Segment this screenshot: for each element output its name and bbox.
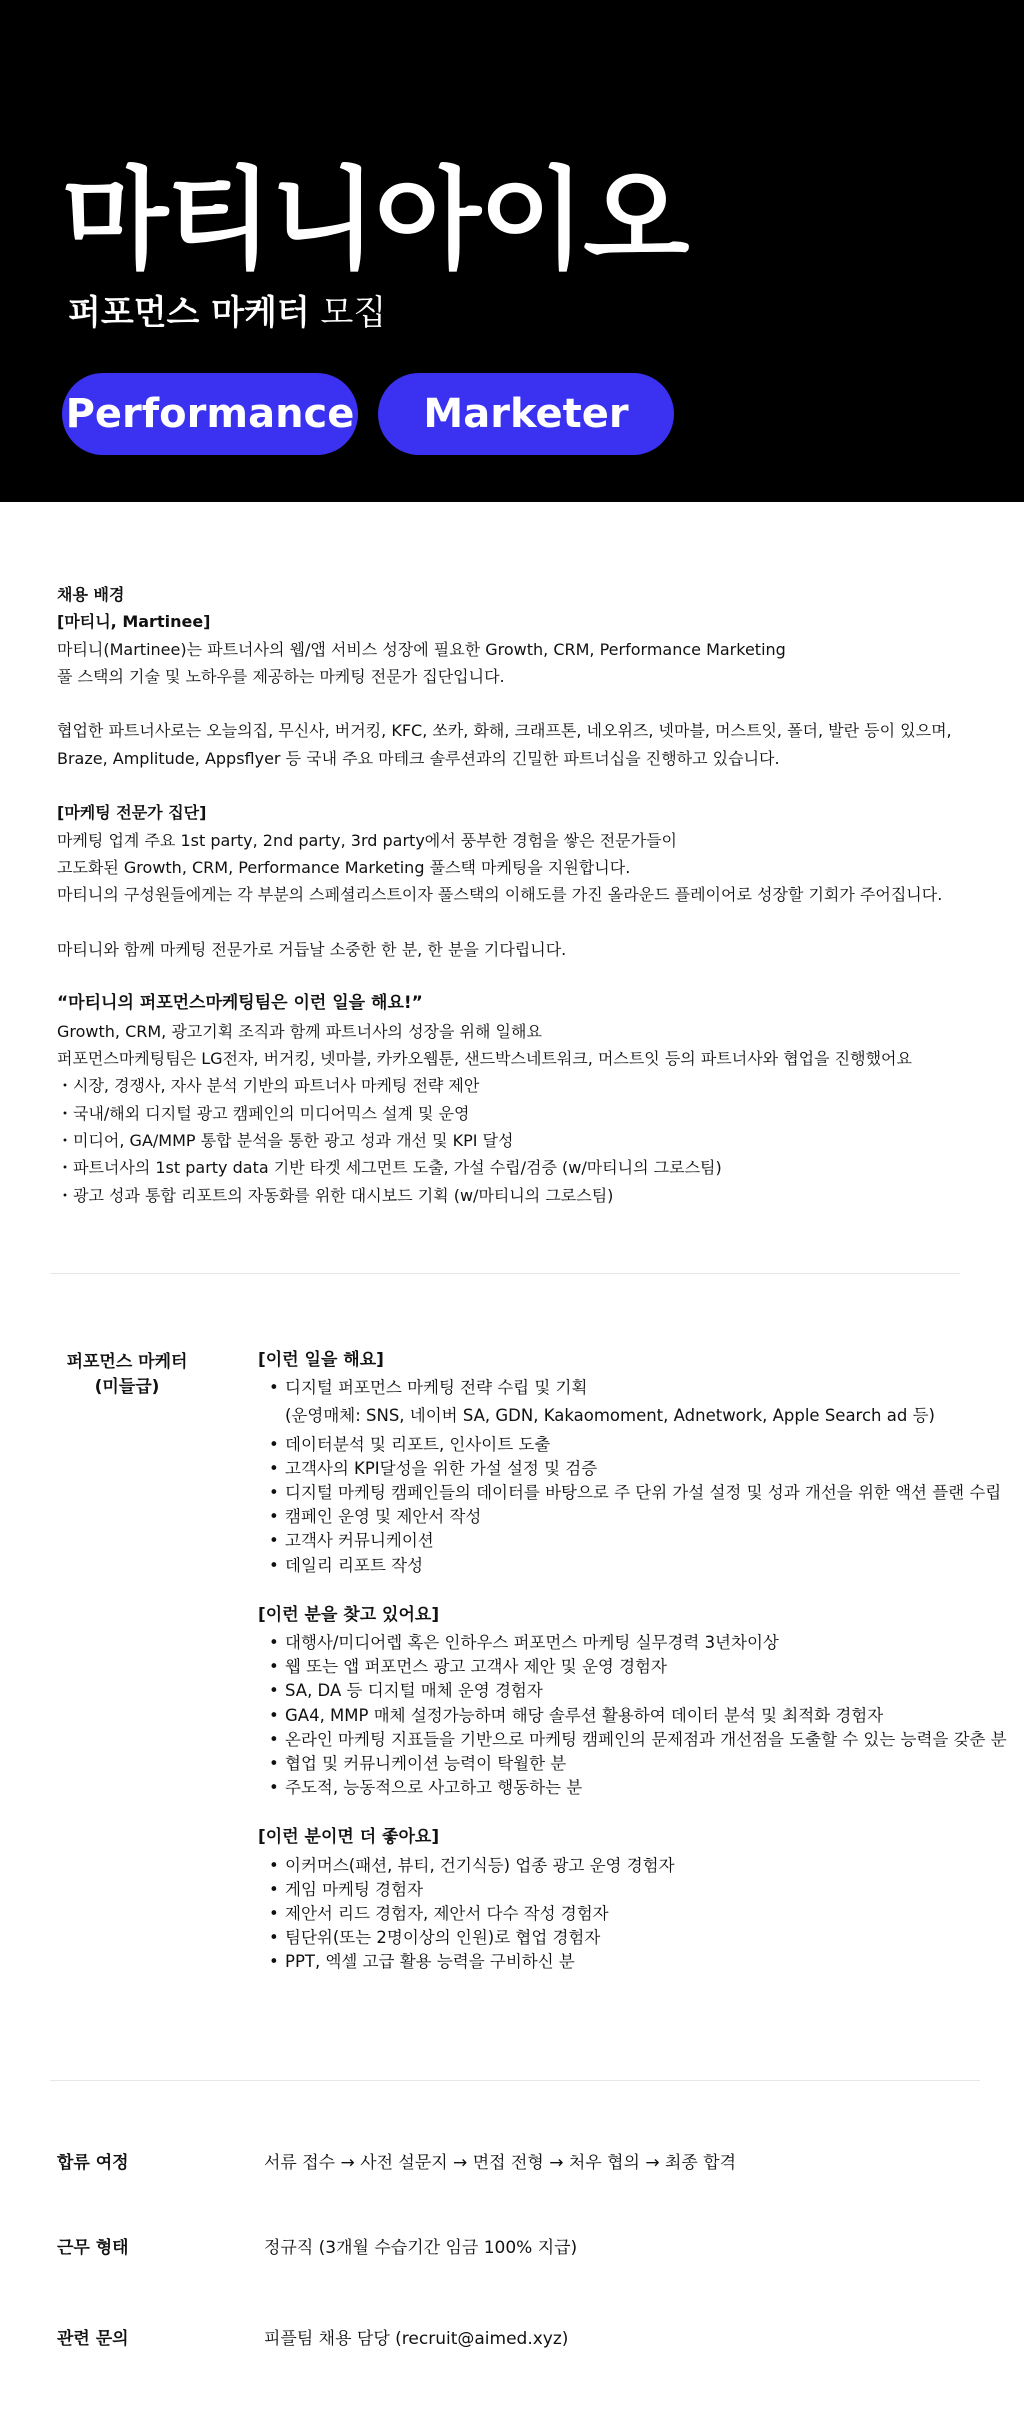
marketer-pill: Marketer xyxy=(378,373,674,455)
requirement-item: • 온라인 마케팅 지표들을 기반으로 마케팅 캠페인의 문제점과 개선점을 도출할 수 있는 능력을 갖춘 분 xyxy=(258,1728,998,1752)
team-quote: “마티니의 퍼포먼스마케팅팀은 이런 일을 해요!” xyxy=(57,993,423,1014)
duty-item: • 데이터분석 및 리포트, 인사이트 도출 xyxy=(258,1433,998,1457)
intro-text: 마티니의 구성원들에게는 각 부분의 스페셜리스트이자 풀스택의 이해도를 가진 올라운드 플레이어로 성장할 기회가 주어집니다. xyxy=(57,885,943,905)
duty-item: • 캠페인 운영 및 제안서 작성 xyxy=(258,1505,998,1529)
preferred-heading: [이런 분이면 더 좋아요] xyxy=(258,1827,440,1848)
intro-text: 퍼포먼스마케팅팀은 LG전자, 버거킹, 넷마블, 카카오웹툰, 샌드박스네트워크, 머스트잇 등의 파트너사와 협업을 진행했어요 xyxy=(57,1049,912,1069)
preferred-item: • PPT, 엑셀 고급 활용 능력을 구비하신 분 xyxy=(258,1950,998,1974)
employment-type-value: 정규직 (3개월 수습기간 임금 100% 지급) xyxy=(264,2238,578,2258)
intro-text: Braze, Amplitude, Appsflyer 등 국내 주요 마테크 솔루션과의 긴밀한 파트너십을 진행하고 있습니다. xyxy=(57,748,780,768)
hero-subtitle-bold: 퍼포먼스 마케터 xyxy=(68,293,310,333)
requirement-item: • 주도적, 능동적으로 사고하고 행동하는 분 xyxy=(258,1776,998,1800)
preferred-item: • 제안서 리드 경험자, 제안서 다수 작성 경험자 xyxy=(258,1902,998,1926)
requirement-item: • SA, DA 등 디지털 매체 운영 경험자 xyxy=(258,1679,998,1703)
preferred-item: • 이커머스(패션, 뷰티, 건기식등) 업종 광고 운영 경험자 xyxy=(258,1854,998,1878)
hiring-process-value: 서류 접수 → 사전 설문지 → 면접 전형 → 처우 협의 → 최종 합격 xyxy=(264,2153,737,2173)
requirements-heading: [이런 분을 찾고 있어요] xyxy=(258,1604,440,1625)
preferred-item: • 팀단위(또는 2명이상의 인원)로 협업 경험자 xyxy=(258,1926,998,1950)
intro-text: 협업한 파트너사로는 오늘의집, 무신사, 버거킹, KFC, 쏘카, 화해, 크래프톤, 네오위즈, 넷마블, 머스트잇, 폴더, 발란 등이 있으며, xyxy=(57,721,952,741)
section-divider xyxy=(50,1273,960,1274)
intro-text: Growth, CRM, 광고기획 조직과 함께 파트너사의 성장을 위해 일해요 xyxy=(57,1021,542,1041)
section-divider xyxy=(50,2080,980,2081)
hero-banner xyxy=(0,0,1024,502)
preferred-item: • 게임 마케팅 경험자 xyxy=(258,1878,998,1902)
intro-bullet: ・파트너사의 1st party data 기반 타겟 세그먼트 도출, 가설 수립/검증 (w/마티니의 그로스팀) xyxy=(57,1158,722,1178)
role-details xyxy=(258,1348,1007,2000)
intro-text: 마티니(Martinee)는 파트너사의 웹/앱 서비스 성장에 필요한 Growth, CRM, Performance Marketing xyxy=(57,639,786,659)
requirement-item: • GA4, MMP 매체 설정가능하며 해당 솔루션 활용하여 데이터 분석 및 최적화 경험자 xyxy=(258,1704,998,1728)
expert-heading: [마케팅 전문가 집단] xyxy=(57,803,207,823)
duty-item: • 디지털 마케팅 캠페인들의 데이터를 바탕으로 주 단위 가설 설정 및 성과 개선을 위한 액션 플랜 수립 xyxy=(258,1481,998,1505)
company-heading: [마티니, Martinee] xyxy=(57,612,211,632)
intro-section xyxy=(57,581,977,1209)
performance-pill: Performance xyxy=(62,373,358,455)
role-level: (미들급) xyxy=(94,1377,160,1397)
employment-type-label: 근무 형태 xyxy=(57,2238,129,2258)
intro-bullet: ・시장, 경쟁사, 자사 분석 기반의 파트너사 마케팅 전략 제안 xyxy=(57,1076,480,1096)
requirements-section xyxy=(258,1603,1007,1801)
requirement-item: • 대행사/미디어렙 혹은 인하우스 퍼포먼스 마케팅 실무경력 3년차이상 xyxy=(258,1631,998,1655)
duty-item: • 디지털 퍼포먼스 마케팅 전략 수립 및 기획 xyxy=(258,1376,998,1400)
role-title-line: 퍼포먼스 마케터 xyxy=(66,1352,188,1372)
preferred-section xyxy=(258,1825,998,1974)
intro-text: 마케팅 업계 주요 1st party, 2nd party, 3rd party에서 풍부한 경험을 쌓은 전문가들이 xyxy=(57,830,677,850)
duty-item: • 고객사의 KPI달성을 위한 가설 설정 및 검증 xyxy=(258,1457,998,1481)
intro-text: 고도화된 Growth, CRM, Performance Marketing 풀스택 마케팅을 지원합니다. xyxy=(57,857,631,877)
intro-text: 마티니와 함께 마케팅 전문가로 거듭날 소중한 한 분, 한 분을 기다립니다. xyxy=(57,939,567,959)
intro-text: 풀 스택의 기술 및 노하우를 제공하는 마케팅 전문가 집단입니다. xyxy=(57,666,505,686)
requirement-item: • 웹 또는 앱 퍼포먼스 광고 고객사 제안 및 운영 경험자 xyxy=(258,1655,998,1679)
intro-heading: 채용 배경 xyxy=(57,585,125,604)
duty-media-note: (운영매체: SNS, 네이버 SA, GDN, Kakaomoment, Adnetwork, Apple Search ad 등) xyxy=(285,1406,935,1426)
hiring-process-label: 합류 여정 xyxy=(57,2153,129,2173)
role-title xyxy=(57,1350,197,1400)
requirement-item: • 협업 및 커뮤니케이션 능력이 탁월한 분 xyxy=(258,1752,998,1776)
hero-title: 마티니아이오 xyxy=(62,156,688,284)
duties-section xyxy=(258,1348,1002,1578)
contact-label: 관련 문의 xyxy=(57,2329,129,2349)
intro-bullet: ・광고 성과 통합 리포트의 자동화를 위한 대시보드 기획 (w/마티니의 그로스팀) xyxy=(57,1185,614,1205)
intro-bullet: ・미디어, GA/MMP 통합 분석을 통한 광고 성과 개선 및 KPI 달성 xyxy=(57,1130,514,1150)
duty-item: • 고객사 커뮤니케이션 xyxy=(258,1529,998,1553)
hero-subtitle xyxy=(68,293,387,333)
duties-heading: [이런 일을 해요] xyxy=(258,1350,384,1370)
intro-bullet: ・국내/해외 디지털 광고 캠페인의 미디어믹스 설계 및 운영 xyxy=(57,1103,470,1123)
hero-subtitle-rest: 모집 xyxy=(309,293,387,333)
duty-item: • 데일리 리포트 작성 xyxy=(258,1554,998,1578)
contact-value: 피플팀 채용 담당 (recruit@aimed.xyz) xyxy=(264,2329,569,2349)
